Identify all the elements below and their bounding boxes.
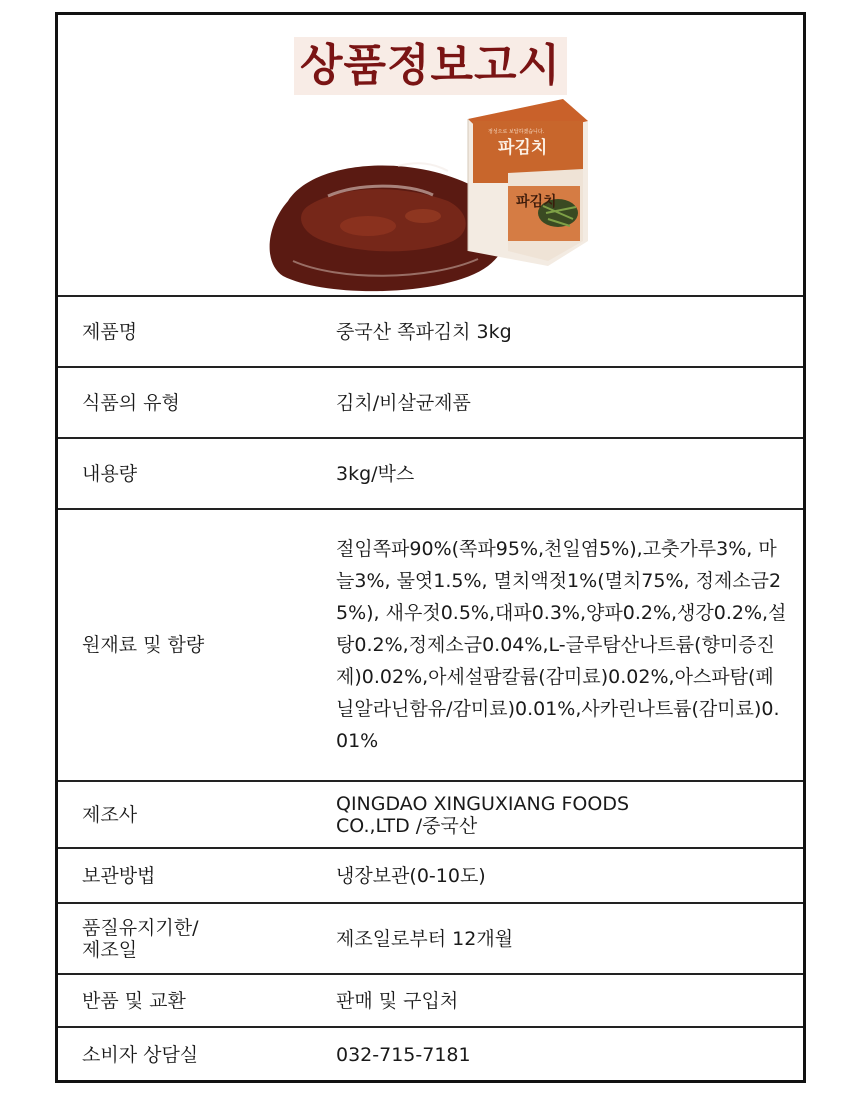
product-info-notice	[55, 12, 806, 1083]
label-storage: 보관방법	[82, 864, 156, 887]
row-product-name	[58, 297, 803, 368]
value-food-type: 김치/비살균제품	[336, 391, 471, 414]
row-returns	[58, 975, 803, 1028]
value-storage: 냉장보관(0-10도)	[336, 864, 486, 887]
label-manufacturer: 제조사	[82, 803, 138, 826]
title-wrap	[58, 37, 803, 95]
row-food-type	[58, 368, 803, 439]
row-consumer-center	[58, 1028, 803, 1082]
row-manufacturer	[58, 782, 803, 849]
box-brand-top: 파김치	[498, 138, 548, 158]
product-photo	[258, 91, 588, 295]
label-ingredients: 원재료 및 함량	[82, 634, 205, 656]
row-ingredients	[58, 510, 803, 782]
kimchi-box-image	[468, 99, 588, 266]
label-contents: 내용량	[82, 462, 138, 485]
box-brand-front: 파김치	[516, 194, 557, 210]
label-returns: 반품 및 교환	[82, 989, 186, 1012]
label-product-name: 제품명	[82, 320, 138, 343]
label-food-type: 식품의 유형	[82, 391, 180, 414]
label-consumer-center: 소비자 상담실	[82, 1044, 199, 1066]
value-shelf-life: 제조일로부터 12개월	[336, 927, 514, 950]
row-shelf-life	[58, 904, 803, 975]
notice-header	[58, 15, 803, 297]
info-table	[58, 297, 803, 1082]
value-manufacturer: QINGDAO XINGUXIANG FOODS CO.,LTD /중국산	[336, 792, 630, 837]
value-product-name: 중국산 쪽파김치 3kg	[336, 320, 512, 343]
value-returns: 판매 및 구입처	[336, 989, 459, 1012]
value-ingredients: 절임쪽파90%(쪽파95%,천일염5%),고춧가루3%, 마늘3%, 물엿1.5%, 멸치액젓1%(멸치75%, 정제소금25%), 새우젓0.5%,대파0.3%,양파0.2%,생강0.2%,설탕0.2%,정제소금0.04%,L-글루탐산나트륨(향미증진제)0.02%,아세설팜칼륨(감미료)0.02%,아스파탐(페닐알라닌함유/감미료)0.01%,사카린나트륨(감미료)0.01%	[336, 538, 787, 752]
row-storage	[58, 849, 803, 904]
value-consumer-center: 032-715-7181	[336, 1044, 471, 1066]
row-contents	[58, 439, 803, 510]
box-tagline: 정성으로 보답하겠습니다.	[488, 129, 545, 135]
value-contents: 3kg/박스	[336, 462, 415, 485]
label-shelf-life: 품질유지기한/ 제조일	[82, 916, 199, 961]
notice-title: 상품정보고시	[294, 37, 567, 95]
